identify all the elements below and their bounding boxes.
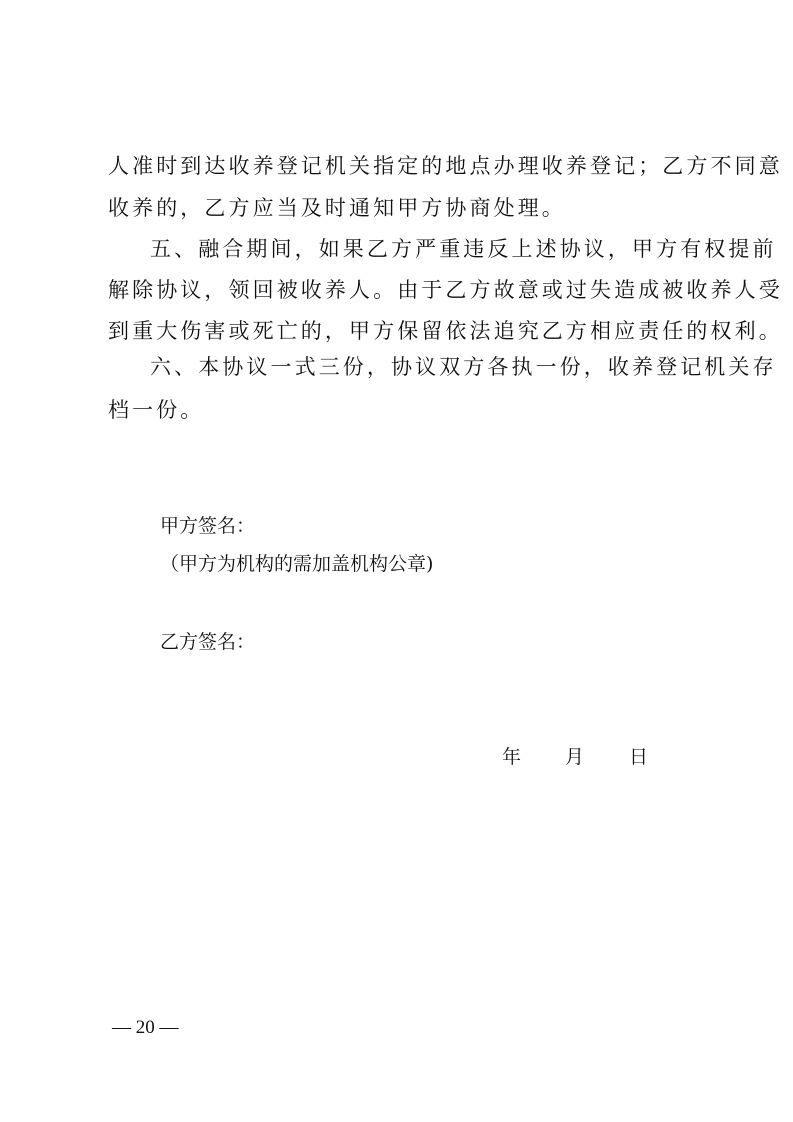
paragraph-line: 档一份。 (108, 398, 205, 422)
paragraph-line: 五、融合期间，如果乙方严重违反上述协议，甲方有权提前 (150, 237, 777, 261)
date-day-label: 日 (629, 746, 649, 768)
party-b-signature-label: 乙方签名： (160, 631, 256, 653)
paragraph-line: 人准时到达收养登记机关指定的地点办理收养登记；乙方不同意 (108, 154, 783, 178)
party-a-seal-note: （甲方为机构的需加盖机构公章) (160, 553, 434, 575)
paragraph-line: 收养的，乙方应当及时通知甲方协商处理。 (108, 196, 566, 220)
party-a-signature-label: 甲方签名： (160, 515, 256, 537)
page-number: — 20 — (112, 1017, 179, 1038)
paragraph-line: 到重大伤害或死亡的，甲方保留依法追究乙方相应责任的权利。 (108, 319, 783, 343)
date-year-label: 年 (502, 746, 522, 768)
date-month-label: 月 (565, 746, 585, 768)
paragraph-line: 解除协议，领回被收养人。由于乙方故意或过失造成被收养人受 (108, 278, 783, 302)
paragraph-line: 六、本协议一式三份，协议双方各执一份，收养登记机关存 (150, 355, 777, 379)
